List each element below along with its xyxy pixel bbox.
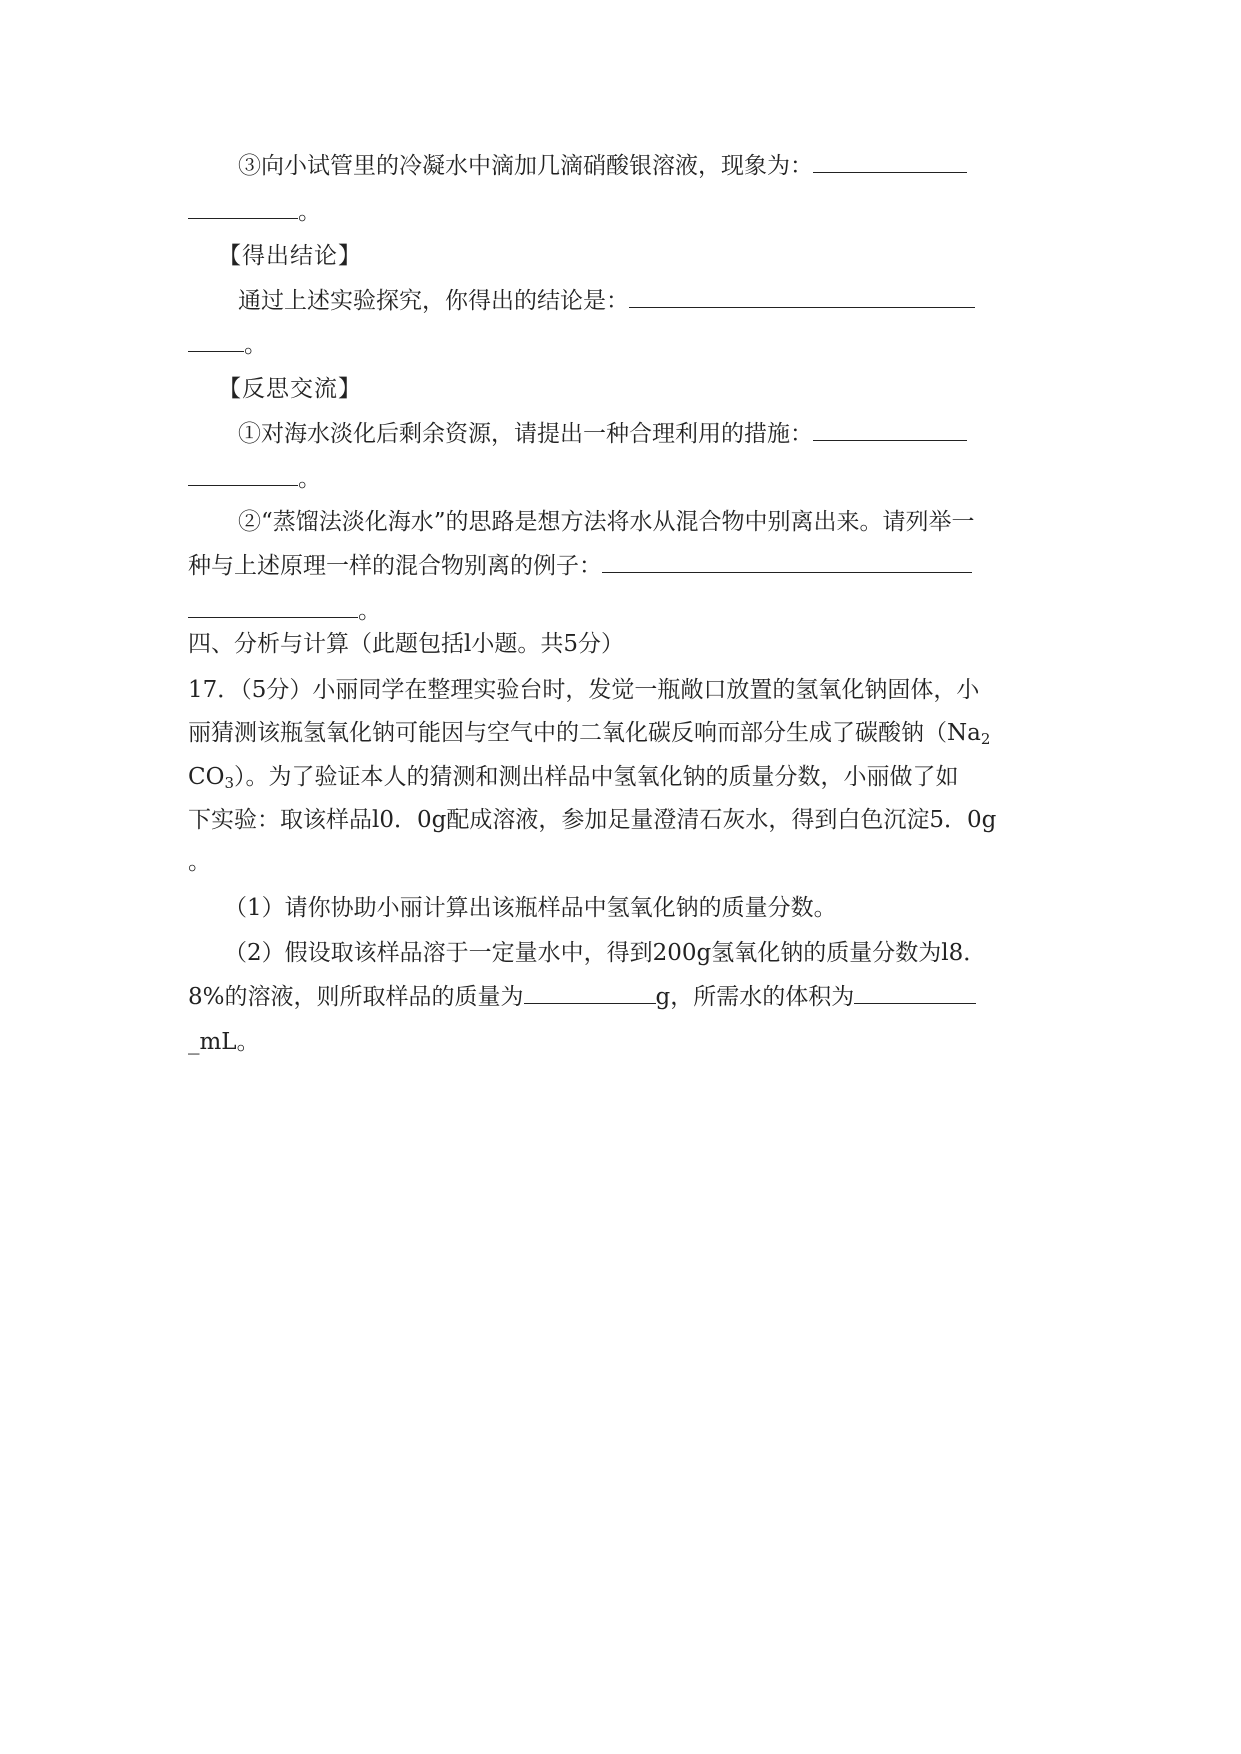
conclusion-line (238, 285, 1108, 317)
q17-line4: 下实验：取该样品l0．0g配成溶液，参加足量澄清石灰水，得到白色沉淀5．0g (188, 807, 997, 833)
period: 。 (298, 199, 321, 225)
subscript: 3 (224, 774, 235, 792)
section4-title: 四、分析与计算（此题包括l小题。共5分） (188, 631, 624, 657)
conclusion-text: 通过上述实验探究，你得出的结论是： (238, 288, 629, 314)
q17-line3 (188, 761, 1058, 793)
reflection-item1-continuation (188, 463, 1058, 495)
reflection-item2-line1: ②“蒸馏法淡化海水”的思路是想方法将水从混合物中别离出来。请列举一 (238, 509, 975, 535)
q17-sub2-line3: _mL。 (188, 1029, 260, 1055)
answer-blank[interactable] (188, 463, 298, 486)
q17-sub2-line1: （2）假设取该样品溶于一定量水中，得到200g氢氧化钠的质量分数为l8． (224, 940, 987, 966)
reflection-heading: 【反思交流】 (218, 376, 362, 402)
answer-blank[interactable] (524, 981, 656, 1004)
q17-line2-text: 丽猜测该瓶氢氧化钠可能因与空气中的二氧化碳反响而部分生成了碳酸钠（Na (188, 720, 981, 746)
q17-sub1: （1）请你协助小丽计算出该瓶样品中氢氧化钠的质量分数。 (224, 895, 837, 921)
q17-line1: 17．（5分）小丽同学在整理实验台时，发觉一瓶敞口放置的氢氧化钠固体，小 (188, 677, 980, 703)
answer-blank[interactable] (629, 285, 975, 308)
reflection-item2-continuation (188, 595, 1058, 627)
reflection-item1-line (238, 418, 1108, 450)
q17-sub2-line2 (188, 981, 1058, 1013)
period: 。 (244, 332, 267, 358)
q17-sub2-text-b: g，所需水的体积为 (655, 984, 855, 1010)
answer-blank[interactable] (188, 329, 244, 352)
q17-line2 (188, 717, 1058, 749)
answer-blank[interactable] (813, 418, 967, 441)
conclusion-continuation (188, 329, 1058, 361)
answer-blank[interactable] (813, 150, 967, 173)
period: 。 (358, 598, 381, 624)
question3-text: ③向小试管里的冷凝水中滴加几滴硝酸银溶液，现象为： (238, 153, 813, 179)
reflection-item1-text: ①对海水淡化后剩余资源，请提出一种合理利用的措施： (238, 421, 813, 447)
period: 。 (298, 466, 321, 492)
answer-blank[interactable] (854, 981, 976, 1004)
answer-blank[interactable] (188, 595, 358, 618)
conclusion-heading: 【得出结论】 (218, 243, 362, 269)
answer-blank[interactable] (188, 196, 298, 219)
question3-line (238, 150, 1108, 182)
subscript: 2 (980, 730, 991, 748)
formula-co: CO (188, 764, 225, 790)
q17-line5: 。 (188, 849, 211, 875)
question3-continuation (188, 196, 1058, 228)
answer-blank[interactable] (602, 550, 972, 573)
reflection-item2-text: 种与上述原理一样的混合物别离的例子： (188, 553, 602, 579)
reflection-item2-line2 (188, 550, 1058, 582)
q17-sub2-text-a: 8%的溶液，则所取样品的质量为 (188, 984, 524, 1010)
q17-line3-text: ）。为了验证本人的猜测和测出样品中氢氧化钠的质量分数，小丽做了如 (234, 764, 959, 790)
